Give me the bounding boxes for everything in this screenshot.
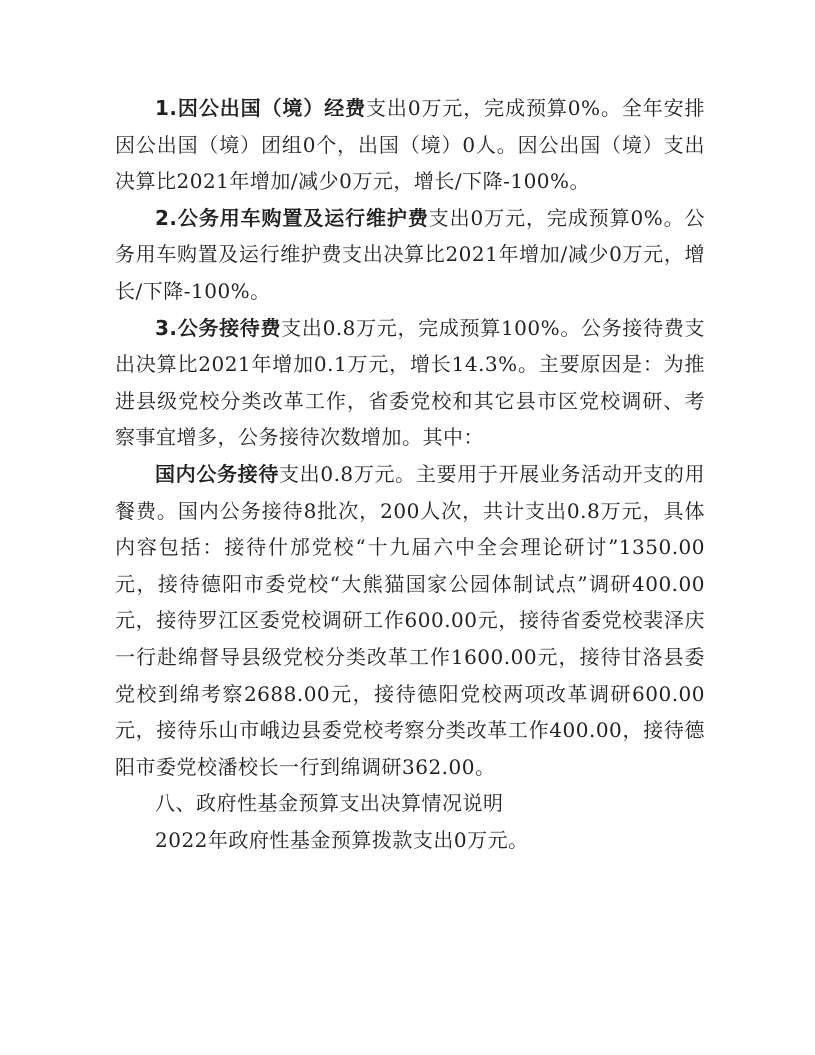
paragraph-overseas-expense bbox=[115, 90, 705, 200]
section-heading-government-fund: 八、政府性基金预算支出决算情况说明 bbox=[155, 791, 504, 816]
paragraph-vehicle-expense bbox=[115, 200, 705, 310]
paragraph-text: 支出0.8万元。主要用于开展业务活动开支的用餐费。国内公务接待8批次，200人次，共计支出0.8万元，具体内容包括：接待什邡党校“十九届六中全会理论研讨”1350.00元，接待德阳市委党校“大熊猫国家公园体制试点”调研400.00元，接待罗江区委党校调研工作600.00元，接待省委党校裴泽庆一行赴绵督导县级党校分类改革工作1600.00元，接待甘洛县委党校到绵考察2688.00元，接待德阳党校两项改革调研600.00元，接待乐山市峨边县委党校考察分类改革工作400.00，接待德阳市委党校潘校长一行到绵调研362.00。 bbox=[115, 461, 706, 779]
paragraph-text: 支出0万元，完成预算0%。全年安排因公出国（境）团组0个，出国（境）0人。因公出国（境）支出决算比2021年增加/减少0万元，增长/下降-100%。 bbox=[115, 96, 706, 194]
paragraph-lead: 3.公务接待费 bbox=[155, 315, 282, 340]
paragraph-domestic-reception bbox=[115, 456, 705, 785]
paragraph-reception-expense bbox=[115, 310, 705, 456]
paragraph-text: 支出0万元，完成预算0%。公务用车购置及运行维护费支出决算比2021年增加/减少0万元，增长/下降-100%。 bbox=[115, 205, 706, 303]
paragraph-text: 支出0.8万元，完成预算100%。公务接待费支出决算比2021年增加0.1万元，增长14.3%。主要原因是：为推进县级党校分类改革工作，省委党校和其它县市区党校调研、考察事宜增多，公务接待次数增加。其中： bbox=[115, 315, 705, 450]
paragraph-government-fund: 2022年政府性基金预算拨款支出0万元。 bbox=[155, 827, 529, 852]
document-body bbox=[115, 90, 705, 858]
paragraph-lead: 1.因公出国（境）经费 bbox=[155, 96, 367, 120]
paragraph-lead: 2.公务用车购置及运行维护费 bbox=[155, 205, 429, 230]
paragraph-lead: 国内公务接待 bbox=[155, 461, 280, 486]
